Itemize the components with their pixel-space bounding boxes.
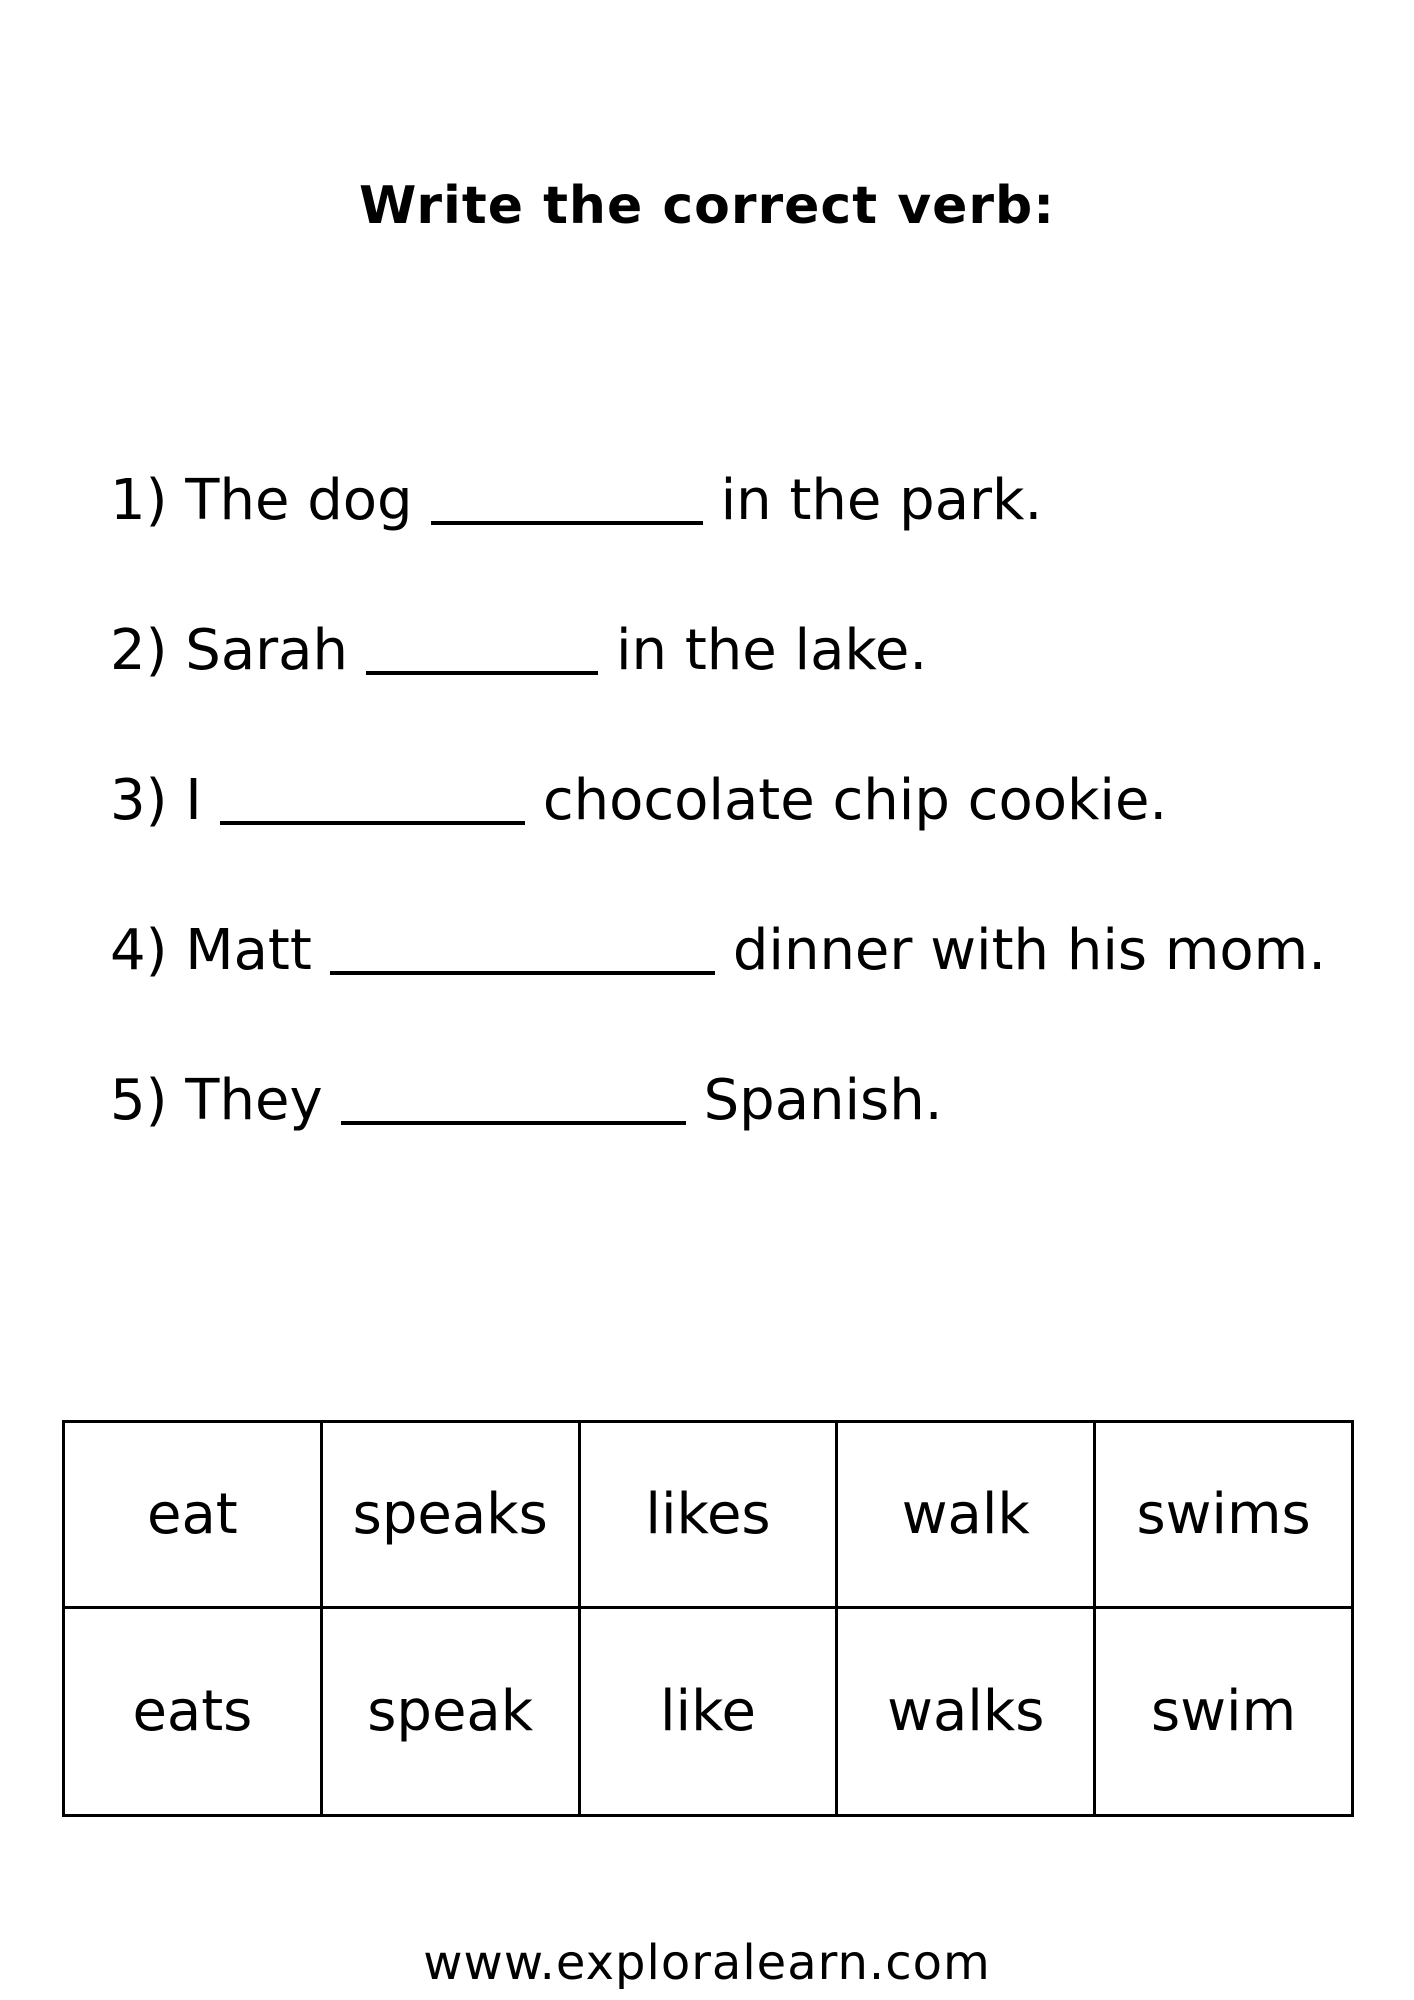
sentence-number: 5) xyxy=(110,1068,168,1133)
word-cell: eats xyxy=(64,1608,322,1816)
word-cell: speak xyxy=(321,1608,579,1816)
answer-blank[interactable] xyxy=(330,919,715,975)
word-cell: walks xyxy=(837,1608,1095,1816)
sentence-number: 1) xyxy=(110,468,168,533)
word-cell: walk xyxy=(837,1422,1095,1608)
word-cell: likes xyxy=(579,1422,837,1608)
answer-blank[interactable] xyxy=(366,619,598,675)
sentence-number: 4) xyxy=(110,918,168,983)
answer-blank[interactable] xyxy=(220,769,525,825)
word-cell: swims xyxy=(1095,1422,1353,1608)
sentence-before: They xyxy=(185,1068,323,1133)
word-bank-row xyxy=(64,1422,1353,1608)
sentence-4 xyxy=(110,918,1326,983)
sentence-before: I xyxy=(185,768,202,833)
sentence-number: 2) xyxy=(110,618,168,683)
word-cell: swim xyxy=(1095,1608,1353,1816)
sentence-3 xyxy=(110,768,1167,833)
word-cell: like xyxy=(579,1608,837,1816)
word-bank-table xyxy=(62,1420,1354,1817)
answer-blank[interactable] xyxy=(431,469,703,525)
worksheet-title: Write the correct verb: xyxy=(358,176,1056,236)
answer-blank[interactable] xyxy=(341,1069,686,1125)
sentence-after: dinner with his mom. xyxy=(732,918,1327,983)
sentence-before: The dog xyxy=(185,468,413,533)
word-cell: speaks xyxy=(321,1422,579,1608)
sentence-after: chocolate chip cookie. xyxy=(542,768,1168,833)
word-bank-row xyxy=(64,1608,1353,1816)
sentence-after: Spanish. xyxy=(703,1068,943,1133)
sentence-after: in the lake. xyxy=(616,618,928,683)
sentence-1 xyxy=(110,468,1042,533)
sentence-2 xyxy=(110,618,927,683)
sentence-before: Matt xyxy=(185,918,312,983)
sentence-after: in the park. xyxy=(720,468,1043,533)
sentence-number: 3) xyxy=(110,768,168,833)
website-footer: www.exploralearn.com xyxy=(423,1935,991,1991)
sentence-before: Sarah xyxy=(185,618,348,683)
sentence-5 xyxy=(110,1068,943,1133)
word-cell: eat xyxy=(64,1422,322,1608)
